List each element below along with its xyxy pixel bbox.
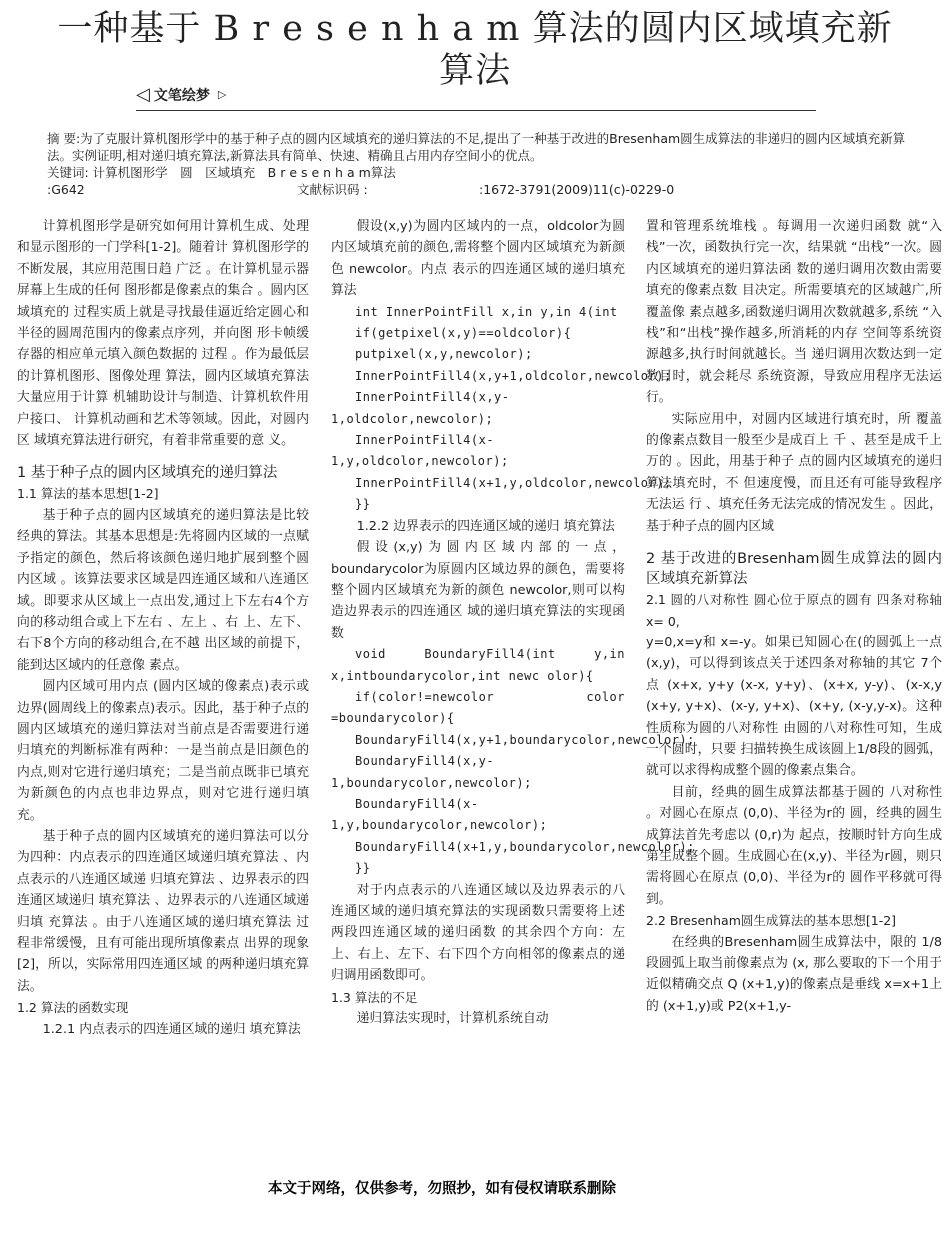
col2-paragraph: BoundaryFill4(x,y+1,boundarycolor,newcolor); [355, 732, 695, 747]
col2-paragraph: BoundaryFill4(x+1,y,boundarycolor,newcolor); [355, 839, 695, 854]
paper-title-line2: 算法 [438, 51, 511, 91]
col2-paragraph: int InnerPointFill x,in y,in 4(int [355, 304, 618, 319]
col1-paragraph: 计算机图形学是研究如何用计算机生成、处理和显示图形的一门学科[1-2]。随着计 算机图形学的不断发展，其应用范围日趋 广泛 。在计算机显示器屏幕上生成的任何 图形都是像素点的集合 。圆内区域填充的 过程实质上就是寻找最佳逼近给定圆心和 半径的圆周范围内的像素点序列，并向图 形卡帧缓存器的相应单元填入颜色数据的 过程 。作为最低层的计算机图形、图像处理 算法，圆内区域填充算法大量应用于计算 机辅助设计与制造、计算机软件用户接口、 计算机动画和艺术等领域。因此，对圆内区 域填充算法进行研究，有着非常重要的意 义。 [17, 219, 309, 449]
col2-paragraph: InnerPointFill4(x,y-1,oldcolor,newcolor); [331, 390, 510, 426]
author-name: 文笔绘梦 [153, 87, 210, 104]
keywords: 关键词: 计算机图形学 圆 区域填充 B r e s e n h a m算法 [47, 165, 396, 180]
col2-paragraph: void BoundaryFill4(int y,in x,intboundarycolor,int newc olor){ [331, 647, 625, 683]
col2-paragraph: BoundaryFill4(x,y-1,boundarycolor,newcolor); [331, 754, 532, 790]
col1-paragraph: 圆内区域可用内点 (圆内区域的像素点)表示或边界(圆周线上的像素点)表示。因此，基于种子点的圆内区域填充的递归算法对当前点是否需要进行递归填充的判断标准有两种：一是当前点是旧颜色的内点,则对它进行递归填充；二是当前点既非已填充为新颜色的内点也非边界点，则对它进行递归填充。 [17, 679, 309, 823]
col3-paragraph: 2.2 Bresenham圆生成算法的基本思想[1-2] [646, 913, 897, 929]
col2-paragraph: 假设(x,y)为圆内区域内的一点，oldcolor为圆内区域填充前的颜色,需将整个圆内区域填充为新颜色 newcolor。内点 表示的四连通区域的递归填充算法 [331, 219, 625, 299]
col3-paragraph: 在经典的Bresenham圆生成算法中，限的 1/8段圆弧上取当前像素点为 (x, 那么要取的下一个用于近似精确交点 Q (x+1,y)的像素点是垂线 x=x+1上的 (x+1,y)或 P2(x+1,y- [646, 934, 942, 1014]
col2-paragraph: 对于内点表示的八连通区域以及边界表示的八连通区域的递归填充算法的实现函数只需要将上述两段四连通区域的递归函数 的其余四个方向：左上、右上、左下、右下四个方向相邻的像素点的递 归调用函数即可。 [331, 882, 625, 984]
col3-paragraph: 2.1 圆的八对称性 圆心位于原点的圆有 四条对称轴x= 0, [646, 592, 942, 629]
col2-paragraph: }} [355, 497, 371, 512]
col2-paragraph: if(getpixel(x,y)==oldcolor){ [355, 326, 572, 341]
title-divider [136, 110, 816, 111]
col2-paragraph: InnerPointFill4(x,y+1,oldcolor,newcolor); [355, 368, 672, 383]
col3-paragraph: 目前，经典的圆生成算法都基于圆的 八对称性 。对圆心在原点 (0,0)、半径为r的 圆，经典的圆生成算法首先考虑以 (0,r)为 起点，按顺时针方向生成第生成整个圆。生成圆心在(x,y)、半径为r圆，则只需将圆心在原点 (0,0)、半径为r的 圆作平移就可得到。 [646, 784, 942, 907]
col2-paragraph: 递归算法实现时，计算机系统自动 [356, 1011, 549, 1027]
col2-paragraph: 1.2.2 边界表示的四连通区域的递归 填充算法 [356, 518, 615, 534]
triangle-left-icon: ◁ [136, 84, 150, 105]
col1-paragraph: 1 基于种子点的圆内区域填充的递归算法 [17, 465, 278, 482]
triangle-right-icon: ▷ [217, 88, 227, 101]
clc-number: :G642 [47, 182, 85, 197]
col3-paragraph: 实际应用中，对圆内区域进行填充时，所 覆盖的像素点数目一般至少是成百上 千 、甚至是成千上万的 。因此，用基于种子 点的圆内区域填充的递归算法填充时，不 但速度慢，而且还有可能导致程序无法运 行 、填充任务无法完成的情况发生 。因此，基于种子点的圆内区域 [646, 411, 942, 534]
col2-paragraph: InnerPointFill4(x-1,y,oldcolor,newcolor); [331, 433, 509, 469]
col2-paragraph: }} [355, 861, 371, 876]
watermark-notice: 本文于网络，仅供参考，勿照抄，如有侵权请联系删除 [268, 1177, 616, 1198]
meta-line [47, 181, 917, 198]
col1-paragraph: 1.1 算法的基本思想[1-2] [17, 486, 159, 502]
col3-paragraph: 2 基于改进的Bresenham圆生成算法的圆内区域填充新算法 [646, 551, 942, 588]
col3-paragraph: y=0,x=y和 x=-y。如果已知圆心在(的圆弧上一点 (x,y)，可以得到该点关于述四条对称轴的其它 7个点 (x+x, y+y (x-x, y+y)、(x+x, y-y)、(x-x,y (x+y, y+x)、(x-y, y+x)、(x+y, (x-y,y-x)。这种性质称为圆的八对称性 由圆的八对称性可知，生成一个圆时，只要 扫描转换生成该圆上1/8段的圆弧，就可以求得构成整个圆的像素点集合。 [646, 634, 942, 779]
article-id: :1672-3791(2009)11(c)-0229-0 [479, 182, 675, 197]
col2-paragraph: putpixel(x,y,newcolor); [355, 347, 533, 362]
col1-paragraph: 基于种子点的圆内区域填充的递归算法是比较经典的算法。其基本思想是:先将圆内区域的一点赋予指定的颜色，然后将该颜色递归地扩展到整个圆内区域 。该算法要求区域是四连通区域和八连通区域。即要求从区域上一点出发,通过上下左右4个方向的移动组合或上下左右 、左上 、右 上、左下、右下8个方向的移动组合,在不越 出区域的前提下，能到达区域内的任意像 素点。 [17, 507, 309, 673]
column-1 [17, 216, 309, 1040]
paper-title-line1: 一种基于 B r e s e n h a m 算法的圆内区域填充新 [57, 9, 893, 49]
col2-paragraph: InnerPointFill4(x+1,y,oldcolor,newcolor); [355, 475, 672, 490]
col3-paragraph: 置和管理系统堆栈 。每调用一次递归函数 就“入栈”一次，函数执行完一次，结果就 “出栈”一次。圆内区域填充的递归算法函 数的递归调用次数由需要填充的像素点数 目决定。所需要填充的区域越广,所覆盖像 素点越多,函数递归调用次数就越多,系统 “入栈”和“出栈”操作越多,所消耗的内存 空间等系统资源越多,执行时间就越长。当 递归调用次数达到一定数目时，就会耗尽 系统资源，导致应用程序无法运行。 [646, 219, 942, 406]
col2-paragraph: 1.3 算法的不足 [331, 989, 418, 1005]
abstract-text: 摘 要:为了克服计算机图形学中的基于种子点的圆内区域填充的递归算法的不足,提出了一种基于改进的Bresenham圆生成算法的非递归的圆内区域填充新算法。实例证明,相对递归填充算法,新算法具有简单、快速、精确且占用内存空间小的优点。 [47, 131, 906, 163]
abstract-block [47, 130, 917, 198]
col2-paragraph: if(color!=newcolor color =boundarycolor){ [331, 689, 625, 726]
col2-paragraph: 假设(x,y)为圆内区域内部的一点，boundarycolor为原圆内区域边界的颜色，需要将整个圆内区域填充为新的颜色 newcolor,则可以构造边界表示的四连通区 域的递归填充算法的实现函数 [331, 540, 625, 641]
column-2 [331, 216, 695, 1029]
author-line [136, 84, 226, 105]
column-3 [646, 216, 942, 1017]
col1-paragraph: 1.2.1 内点表示的四连通区域的递归 填充算法 [42, 1021, 301, 1037]
doc-code-label: 文献标识码 : [297, 182, 368, 197]
col1-paragraph: 基于种子点的圆内区域填充的递归算法可以分为四种：内点表示的四连通区域递归填充算法 、内点表示的八连通区域递 归填充算法 、边界表示的四连通区域递归 填充算法 、边界表示的八连通区域递归填 充算法 。由于八连通区域的递归填充算法 过程非常缓慢，且有可能出现所填像素点 出界的现象[2]，所以，实际常用四连通区域 的两种递归填充算法。 [17, 828, 309, 994]
col2-paragraph: BoundaryFill4(x-1,y,boundarycolor,newcolor); [331, 796, 548, 833]
paper-title [0, 8, 950, 92]
col1-paragraph: 1.2 算法的函数实现 [17, 1000, 129, 1016]
